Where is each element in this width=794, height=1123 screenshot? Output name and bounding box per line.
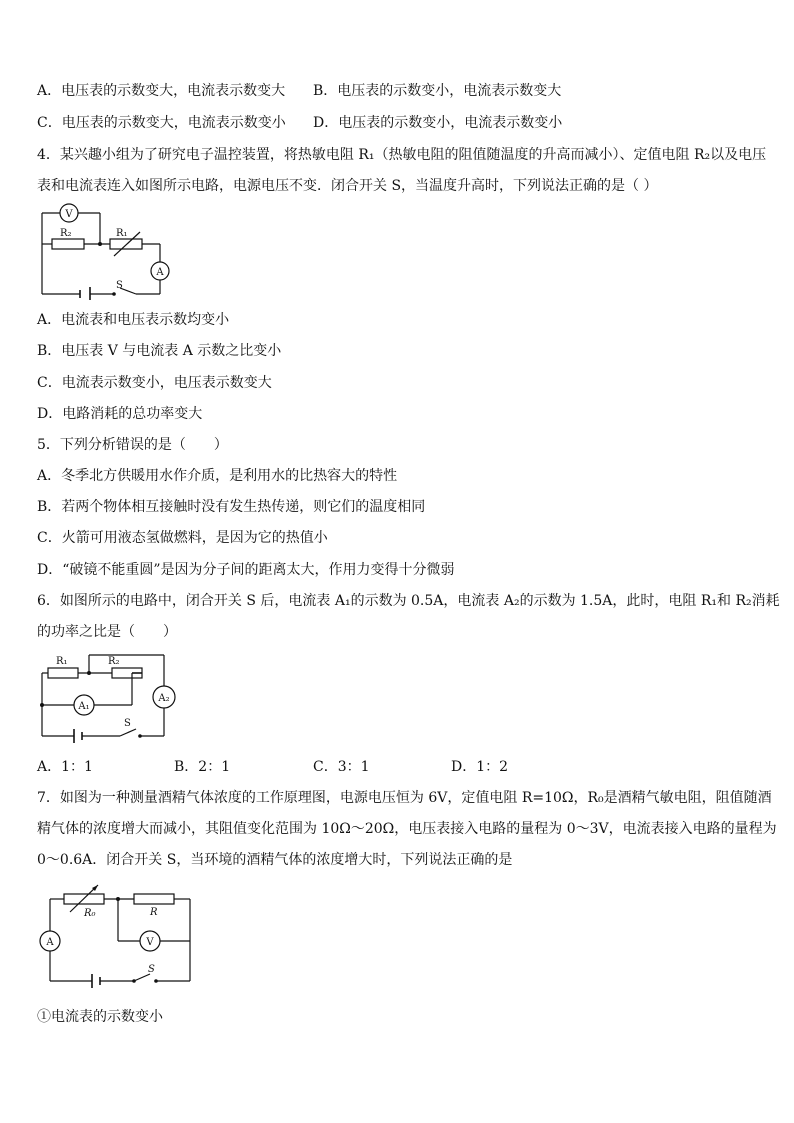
q7-statement-1: ①电流表的示数变小 <box>37 1009 163 1025</box>
q4-option-b: B．电压表 V 与电流表 A 示数之比变小 <box>37 343 282 359</box>
q7-ammeter-label: A <box>46 937 54 948</box>
q4-ammeter-label: A <box>156 267 164 278</box>
q3-option-c: C．电压表的示数变大，电流表示数变小 <box>37 115 286 131</box>
q4-circuit-diagram <box>36 200 186 300</box>
q7-switch-label: S <box>148 964 155 975</box>
q4-r2-label: R₂ <box>60 228 72 239</box>
q4-stem-line-2: 表和电流表连入如图所示电路，电源电压不变．闭合开关 S，当温度升高时，下列说法正确的是（ ） <box>37 178 658 194</box>
q4-switch-label: S <box>116 280 123 291</box>
q6-stem-line-2: 的功率之比是（ ） <box>37 624 177 640</box>
q6-circuit-diagram <box>36 650 176 750</box>
q4-option-d: D．电路消耗的总功率变大 <box>37 406 203 422</box>
q3-option-a: A．电压表的示数变大，电流表示数变大 <box>37 83 286 99</box>
q3-option-d: D．电压表的示数变小，电流表示数变小 <box>313 115 563 131</box>
q4-voltmeter-label: V <box>65 209 73 220</box>
q6-switch-label: S <box>124 718 131 729</box>
q5-option-a: A．冬季北方供暖用水作介质，是利用水的比热容大的特性 <box>37 468 398 484</box>
q7-r0-label: R₀ <box>84 908 96 919</box>
q6-option-c: C．3：1 <box>313 759 370 775</box>
q7-r-label: R <box>150 907 158 918</box>
q6-a2-label: A₂ <box>158 693 170 704</box>
q5-option-c: C．火箭可用液态氢做燃料，是因为它的热值小 <box>37 530 328 546</box>
q7-circuit-diagram <box>34 882 199 992</box>
q4-stem-line-1: 4．某兴趣小组为了研究电子温控装置，将热敏电阻 R₁（热敏电阻的阻值随温度的升高而减小）、定值电阻 R₂以及电压 <box>37 147 767 163</box>
q6-a1-label: A₁ <box>78 701 90 712</box>
q7-stem-line-3: 0～0.6A．闭合开关 S，当环境的酒精气体的浓度增大时，下列说法正确的是 <box>37 852 513 868</box>
q7-stem-line-2: 精气体的浓度增大而减小，其阻值变化范围为 10Ω～20Ω，电压表接入电路的量程为 0～3V，电流表接入电路的量程为 <box>37 821 777 837</box>
q7-stem-line-1: 7．如图为一种测量酒精气体浓度的工作原理图，电源电压恒为 6V，定值电阻 R=10Ω，R₀是酒精气敏电阻，阻值随酒 <box>37 790 772 806</box>
q6-stem-line-1: 6．如图所示的电路中，闭合开关 S 后，电流表 A₁的示数为 0.5A，电流表 A₂的示数为 1.5A，此时，电阻 R₁和 R₂消耗 <box>37 593 780 609</box>
q5-option-d: D．“破镜不能重圆”是因为分子间的距离太大，作用力变得十分微弱 <box>37 562 455 578</box>
q6-r2-label: R₂ <box>108 656 120 667</box>
q5-stem: 5．下列分析错误的是（ ） <box>37 437 228 453</box>
q6-option-a: A．1：1 <box>37 759 93 775</box>
q6-option-b: B．2：1 <box>174 759 231 775</box>
q6-option-d: D．1：2 <box>451 759 509 775</box>
q4-option-c: C．电流表示数变小，电压表示数变大 <box>37 375 272 391</box>
q3-option-b: B．电压表的示数变小，电流表示数变大 <box>313 83 562 99</box>
q4-r1-label: R₁ <box>116 228 128 239</box>
q7-voltmeter-label: V <box>146 937 154 948</box>
q6-r1-label: R₁ <box>56 656 68 667</box>
q5-option-b: B．若两个物体相互接触时没有发生热传递，则它们的温度相同 <box>37 499 426 515</box>
q4-option-a: A．电流表和电压表示数均变小 <box>37 312 230 328</box>
